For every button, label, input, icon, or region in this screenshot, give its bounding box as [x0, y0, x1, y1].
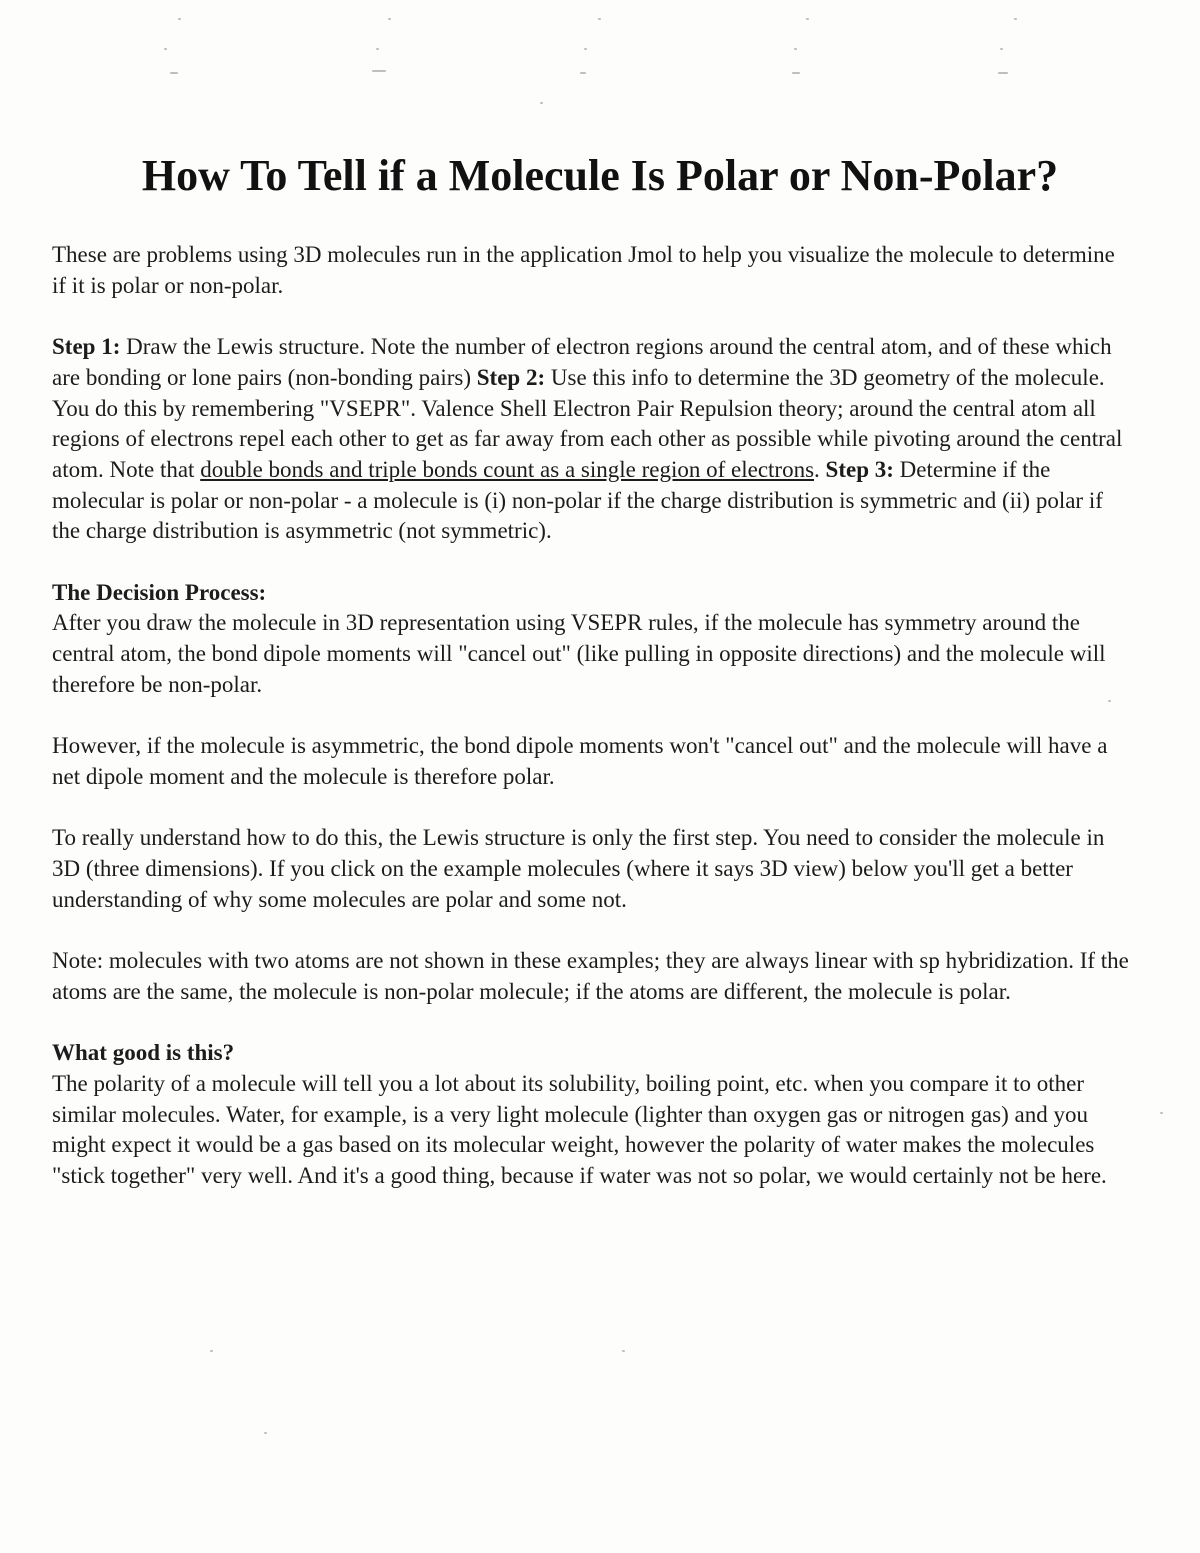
good-paragraph: The polarity of a molecule will tell you a lot about its solubility, boiling point, etc. when you compare it to other similar molecules. Water, for example, is a very light molecule (lighter than oxygen gas or nitrogen gas) and you might expect it would be a gas based on its molecular weight, however the polarity of water makes the molecules "stick together" very well. And it's a good thing, because if water was not so polar, we would certainly not be here.: [52, 1070, 1107, 1188]
step3-text: Determine if the molecular is polar or non-polar - a molecule is (i) non-polar if the charge distribution is symmetric and (ii) polar if the charge distribution is asymmetric (not symmetric).: [52, 456, 1103, 544]
scan-speck: [1014, 18, 1017, 20]
scan-speck: [1160, 1112, 1163, 1114]
scan-speck: [998, 72, 1008, 74]
scan-speck: [794, 48, 797, 50]
scan-speck: [622, 1350, 625, 1352]
good-heading: What good is this?: [52, 1040, 235, 1066]
scan-speck: [598, 18, 601, 20]
decision-paragraph-2: However, if the molecule is asymmetric, the bond dipole moments won't "cancel out" and the molecule will have a net dipole moment and the molecule is therefore polar.: [52, 733, 1108, 789]
step2-text: Use this info to determine the 3D geometry of the molecule. You do this by remembering "VSEPR". Valence Shell Electron Pair Repulsion theory; around the central atom all regions of electrons repel each other to get as far away from each other as possible while pivoting around the central atom. Note that: [52, 364, 1123, 482]
scan-speck: [806, 18, 809, 20]
scan-speck: [388, 18, 391, 20]
scan-speck: [210, 1350, 213, 1352]
decision-paragraph-1: After you draw the molecule in 3D representation using VSEPR rules, if the molecule has symmetry around the central atom, the bond dipole moments will "cancel out" (like pulling in opposite directions) and the molecule will therefore be non-polar.: [52, 610, 1106, 697]
decision-section: [52, 578, 1132, 701]
scan-speck: [178, 18, 181, 20]
scan-speck: [164, 48, 167, 50]
scan-speck: [580, 72, 586, 74]
decision-paragraph-3: To really understand how to do this, the Lewis structure is only the first step. You need to consider the molecule in 3D (three dimensions). If you click on the example molecules (where it says 3D view) below you'll get a better understanding of why some molecules are polar and some not.: [52, 825, 1105, 912]
step2-underlined-text: double bonds and triple bonds count as a single region of electrons: [200, 456, 815, 482]
decision-heading: The Decision Process:: [52, 579, 267, 605]
step2-end: .: [814, 456, 826, 482]
scan-speck: [540, 102, 543, 104]
intro-paragraph: These are problems using 3D molecules run in the application Jmol to help you visualize the molecule to determine if it is polar or non-polar.: [52, 242, 1115, 298]
good-section: [52, 1038, 1132, 1192]
scan-speck: [372, 70, 386, 72]
scan-speck: [1000, 48, 1003, 50]
step2-label: Step 2:: [476, 364, 546, 390]
scan-speck: [584, 48, 587, 50]
step1-text: Draw the Lewis structure. Note the number of electron regions around the central atom, and of these which are bonding or lone pairs (non-bonding pairs): [52, 334, 1112, 390]
scan-speck: [264, 1432, 267, 1434]
page-title: How To Tell if a Molecule Is Polar or Non-Polar?: [141, 151, 1059, 200]
scan-speck: [376, 48, 379, 50]
step3-label: Step 3:: [825, 456, 894, 482]
steps-paragraph: [52, 332, 1132, 547]
decision-paragraph-4: Note: molecules with two atoms are not shown in these examples; they are always linear with sp hybridization. If the atoms are the same, the molecule is non-polar molecule; if the atoms are different, the molecule is polar.: [52, 948, 1129, 1004]
scan-speck: [170, 72, 178, 74]
step1-label: Step 1:: [52, 334, 121, 360]
scan-speck: [792, 72, 800, 74]
document-body: [52, 240, 1132, 1192]
